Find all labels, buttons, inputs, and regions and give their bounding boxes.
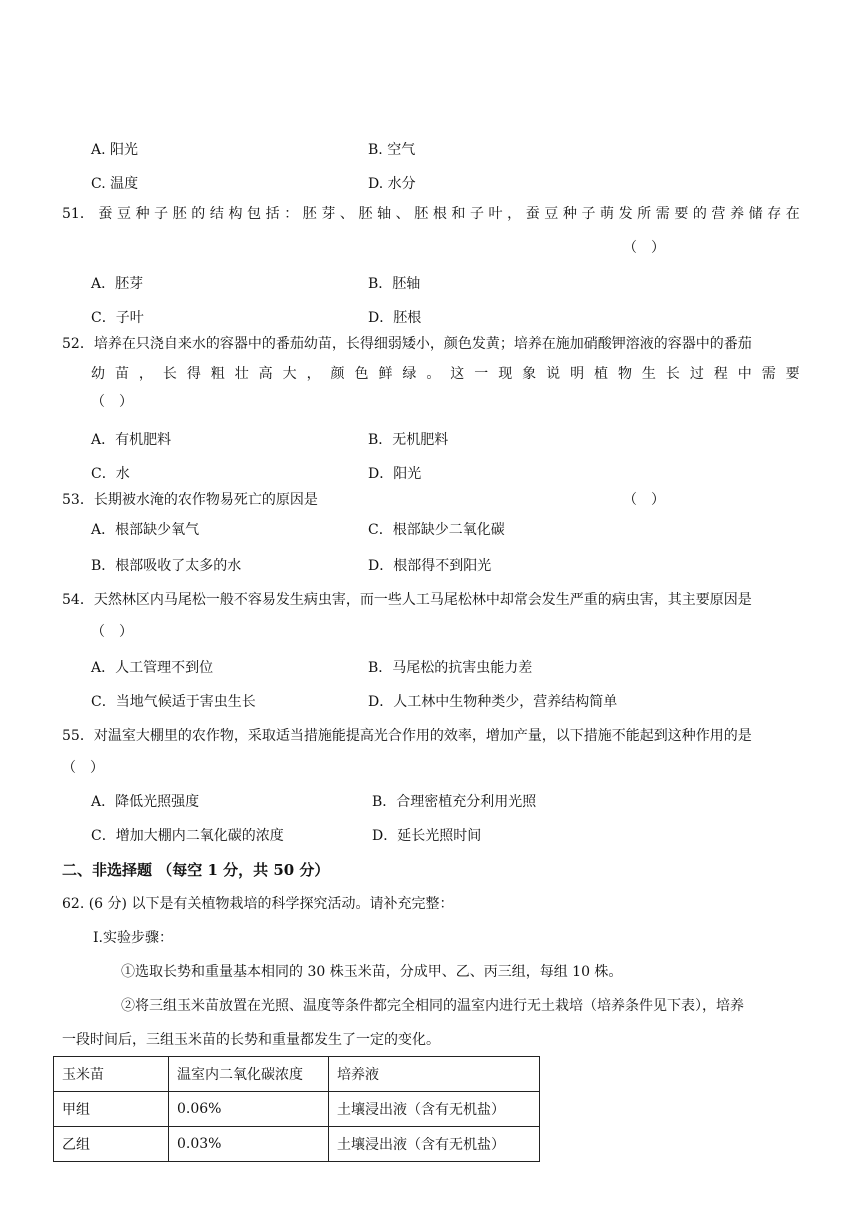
text-glyph: 植 <box>594 366 609 382</box>
text-glyph: 养 <box>730 206 745 222</box>
q62-step-heading: Ⅰ.实验步骤： <box>93 930 173 946</box>
q52-answer-paren: （ ） <box>91 394 133 410</box>
q62-step2-line2: 一段时间后，三组玉米苗的长势和重量都发生了一定的变化。 <box>62 1032 440 1048</box>
text-glyph: 这 <box>450 366 465 382</box>
text-glyph: 种 <box>135 206 150 222</box>
table-header-row <box>54 1057 540 1092</box>
text-glyph: 苗 <box>114 366 129 382</box>
table-cell: 土壤浸出液（含有无机盐） <box>329 1092 540 1127</box>
text-glyph: 大 <box>282 366 297 382</box>
text-glyph: 蚕 <box>525 206 540 222</box>
q54-answer-paren: （ ） <box>91 624 133 640</box>
text-glyph: 构 <box>228 206 243 222</box>
q53-answer-paren: （ ） <box>623 492 665 508</box>
text-glyph: 粗 <box>210 366 225 382</box>
table-cell: 乙组 <box>54 1127 169 1162</box>
q50-option-c: C. 温度 <box>91 176 139 192</box>
q55-option-a: A．降低光照强度 <box>91 794 200 810</box>
q52-option-b: B．无机肥料 <box>368 432 449 448</box>
text-glyph: 发 <box>618 206 633 222</box>
text-glyph: 胚 <box>302 206 317 222</box>
q52-stem-line2 <box>91 364 800 384</box>
text-glyph: 长 <box>162 366 177 382</box>
text-glyph: 胚 <box>358 206 373 222</box>
text-glyph: 绿 <box>402 366 417 382</box>
text-glyph: 括 <box>265 206 280 222</box>
text-glyph: ： <box>284 206 299 222</box>
q55-option-c: C．增加大棚内二氧化碳的浓度 <box>91 828 284 844</box>
q51-option-b: B．胚轴 <box>368 276 421 292</box>
text-glyph: 说 <box>546 366 561 382</box>
q53-option-a: A．根部缺少氧气 <box>91 522 200 538</box>
text-glyph: 轴 <box>377 206 392 222</box>
q51-stem <box>62 204 800 224</box>
q55-answer-paren: （ ） <box>62 760 104 776</box>
text-glyph: 结 <box>209 206 224 222</box>
text-glyph: 得 <box>186 366 201 382</box>
text-glyph: 象 <box>522 366 537 382</box>
q53-option-d: D．根部得不到阳光 <box>368 558 492 574</box>
text-glyph: 生 <box>641 366 656 382</box>
text-glyph: 根 <box>432 206 447 222</box>
text-glyph: 胚 <box>414 206 429 222</box>
text-glyph: 颜 <box>330 366 345 382</box>
text-glyph: 存 <box>767 206 782 222</box>
text-glyph: 要 <box>785 366 800 382</box>
text-glyph: ， <box>306 366 321 382</box>
table-cell: 0.06% <box>169 1092 329 1127</box>
text-glyph: 需 <box>655 206 670 222</box>
q52-stem-line1: 52．培养在只浇自来水的容器中的番茄幼苗，长得细弱矮小，颜色发黄；培养在施加硝酸钾溶液的容器中的番茄 <box>62 336 752 352</box>
text-glyph: 明 <box>570 366 585 382</box>
table-row <box>54 1127 540 1162</box>
q51-answer-paren: （ ） <box>623 240 665 256</box>
q62-step1: ①选取长势和重量基本相同的 30 株玉米苗，分成甲、乙、丙三组，每组 10 株。 <box>121 964 623 980</box>
text-glyph: 现 <box>498 366 513 382</box>
text-glyph: 、 <box>395 206 410 222</box>
text-glyph: 中 <box>737 366 752 382</box>
text-glyph: 要 <box>674 206 689 222</box>
text-glyph: 胚 <box>172 206 187 222</box>
text-glyph: 色 <box>354 366 369 382</box>
text-glyph: 包 <box>247 206 262 222</box>
text-glyph: 的 <box>692 206 707 222</box>
table-header-cell: 玉米苗 <box>54 1057 169 1092</box>
text-glyph: 过 <box>689 366 704 382</box>
text-glyph: 。 <box>426 366 441 382</box>
table-cell: 甲组 <box>54 1092 169 1127</box>
text-glyph: 豆 <box>116 206 131 222</box>
q50-option-d: D. 水分 <box>368 176 416 192</box>
q62-step2-line1: ②将三组玉米苗放置在光照、温度等条件都完全相同的温室内进行无土栽培（培养条件见下表），培养 <box>121 998 744 1014</box>
q54-option-c: C．当地气候适于害虫生长 <box>91 694 256 710</box>
q54-option-b: B．马尾松的抗害虫能力差 <box>368 660 533 676</box>
text-glyph: 在 <box>785 206 800 222</box>
text-glyph: 子 <box>469 206 484 222</box>
table-header-cell: 培养液 <box>329 1057 540 1092</box>
text-glyph: 种 <box>562 206 577 222</box>
q51-option-d: D．胚根 <box>368 310 422 326</box>
q50-option-b: B. 空气 <box>368 142 416 158</box>
q53-stem: 53．长期被水淹的农作物易死亡的原因是 <box>62 492 318 508</box>
text-glyph: 叶 <box>488 206 503 222</box>
text-glyph: 营 <box>711 206 726 222</box>
text-glyph: 和 <box>451 206 466 222</box>
q55-stem: 55．对温室大棚里的农作物，采取适当措施能提高光合作用的效率，增加产量，以下措施不能起到这种作用的是 <box>62 728 752 744</box>
text-glyph: 子 <box>154 206 169 222</box>
q54-option-a: A．人工管理不到位 <box>91 660 214 676</box>
q53-option-b: B．根部吸收了太多的水 <box>91 558 242 574</box>
q54-option-d: D．人工林中生物种类少，营养结构简单 <box>368 694 618 710</box>
conditions-table <box>53 1056 540 1162</box>
text-glyph: 物 <box>617 366 632 382</box>
text-glyph: 芽 <box>321 206 336 222</box>
text-glyph: ， <box>507 206 522 222</box>
text-glyph: 所 <box>637 206 652 222</box>
text-glyph: 长 <box>665 366 680 382</box>
text-glyph: ， <box>138 366 153 382</box>
text-glyph: 高 <box>258 366 273 382</box>
text-glyph: 鲜 <box>378 366 393 382</box>
text-glyph: 壮 <box>234 366 249 382</box>
table-header-cell: 温室内二氧化碳浓度 <box>169 1057 329 1092</box>
q51-option-c: C．子叶 <box>91 310 144 326</box>
text-glyph: 的 <box>191 206 206 222</box>
table-row <box>54 1092 540 1127</box>
text-glyph: 一 <box>474 366 489 382</box>
q50-option-a: A. 阳光 <box>91 142 139 158</box>
q52-option-a: A．有机肥料 <box>91 432 172 448</box>
text-glyph: 豆 <box>544 206 559 222</box>
text-glyph: 需 <box>761 366 776 382</box>
q52-option-d: D．阳光 <box>368 466 422 482</box>
table-cell: 0.03% <box>169 1127 329 1162</box>
text-glyph: 萌 <box>600 206 615 222</box>
q53-option-c: C．根部缺少二氧化碳 <box>368 522 505 538</box>
text-glyph: 储 <box>748 206 763 222</box>
q55-option-b: B．合理密植充分利用光照 <box>372 794 537 810</box>
text-glyph: 51． <box>62 206 94 222</box>
text-glyph: 蚕 <box>98 206 113 222</box>
q51-option-a: A．胚芽 <box>91 276 144 292</box>
text-glyph: 幼 <box>91 366 105 382</box>
text-glyph: 子 <box>581 206 596 222</box>
q62-stem: 62. (6 分) 以下是有关植物栽培的科学探究活动。请补充完整： <box>62 896 454 912</box>
text-glyph: 、 <box>339 206 354 222</box>
table-cell: 土壤浸出液（含有无机盐） <box>329 1127 540 1162</box>
text-glyph: 程 <box>713 366 728 382</box>
section2-title: 二、非选择题 （每空 1 分，共 50 分） <box>62 861 330 879</box>
q52-option-c: C．水 <box>91 466 130 482</box>
q54-stem: 54．天然林区内马尾松一般不容易发生病虫害，而一些人工马尾松林中却常会发生严重的病虫害，其主要原因是 <box>62 592 752 608</box>
q55-option-d: D．延长光照时间 <box>372 828 482 844</box>
